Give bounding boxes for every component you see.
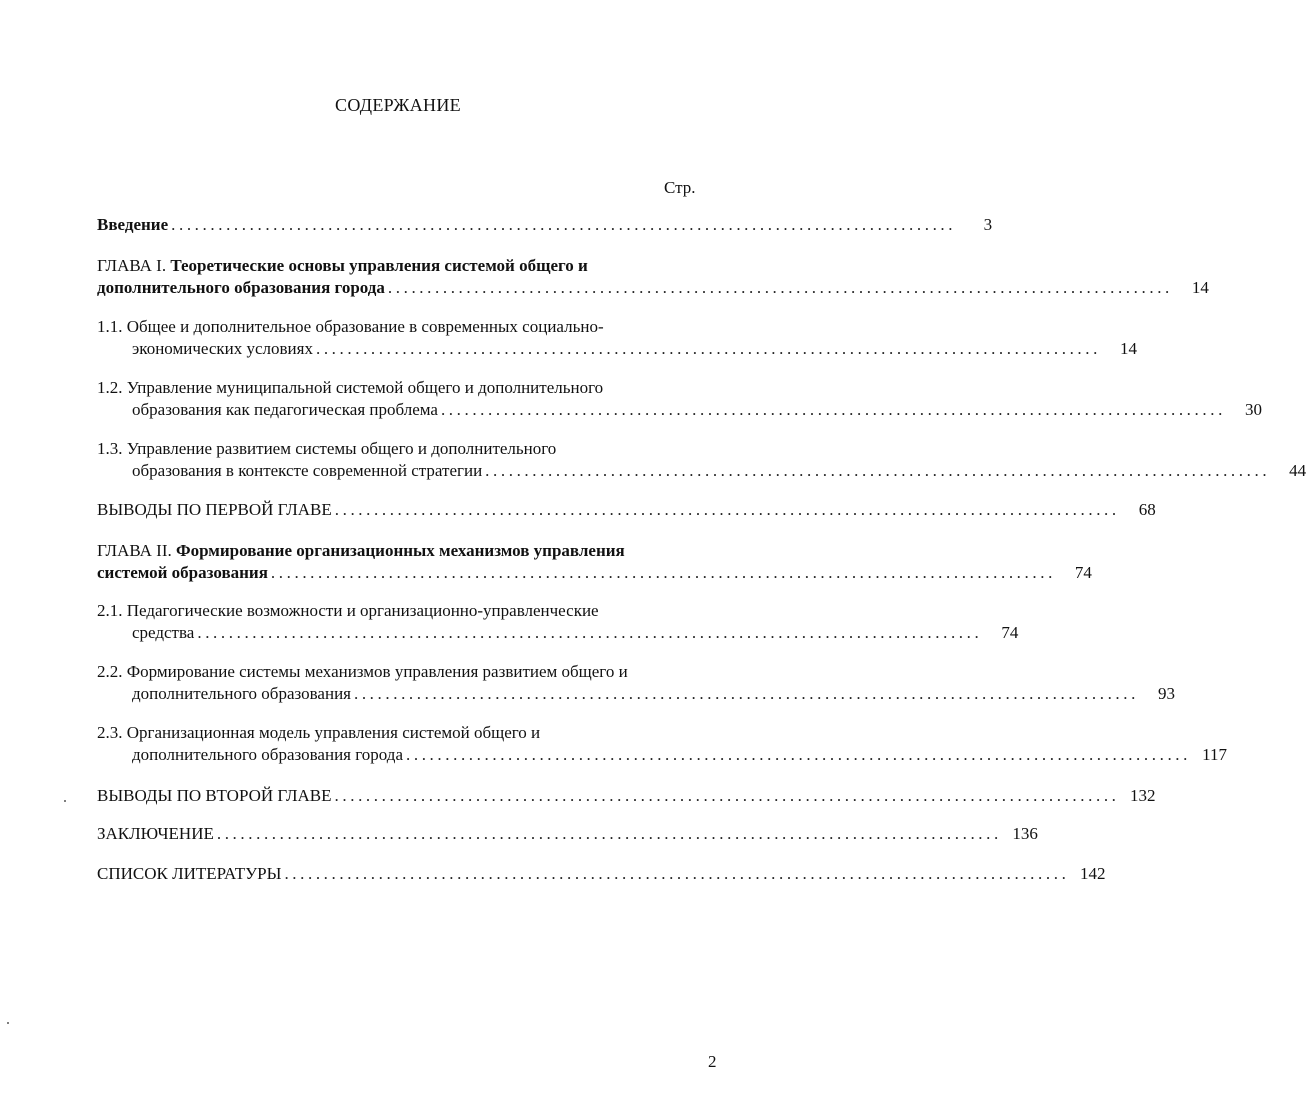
toc-entry-bibliography[interactable] <box>97 863 1106 885</box>
toc-entry-title: ЗАКЛЮЧЕНИЕ <box>97 824 214 843</box>
scan-speck <box>7 1022 9 1024</box>
toc-entry-section-2-2[interactable] <box>97 661 1175 705</box>
toc-entry-title-line1: 1.1. Общее и дополнительное образование в современных социально- <box>97 317 604 336</box>
toc-page-number: 74 <box>1001 623 1019 642</box>
toc-entry-title-line2: дополнительного образования <box>132 684 351 703</box>
toc-entry-chapter-1[interactable] <box>97 255 1209 299</box>
toc-entry-title-line2: образования в контексте современной стратегии <box>132 461 483 480</box>
toc-entry-conclusion[interactable] <box>97 823 1038 845</box>
toc-entry-title-line1: 1.2. Управление муниципальной системой общего и дополнительного <box>97 378 604 397</box>
dot-leader: .................................................................................................... <box>270 563 1056 582</box>
toc-entry-introduction[interactable] <box>97 214 993 236</box>
toc-page-number: 3 <box>983 215 993 234</box>
toc-page-number: 93 <box>1157 684 1175 703</box>
toc-entry-title: ВЫВОДЫ ПО ВТОРОЙ ГЛАВЕ <box>97 786 332 805</box>
dot-leader: .................................................................................................... <box>334 786 1120 805</box>
toc-page-number: 132 <box>1130 786 1156 805</box>
toc-entry-title-line2: экономических условиях <box>132 339 313 358</box>
dot-leader: .................................................................................................... <box>387 278 1173 297</box>
dot-leader: .................................................................................................... <box>197 623 983 642</box>
toc-entry-title-line1: 2.2. Формирование системы механизмов управления развитием общего и <box>97 662 628 681</box>
toc-entry-section-2-1[interactable] <box>97 600 1019 644</box>
toc-page-number: 136 <box>1012 824 1038 843</box>
toc-page-number: 142 <box>1079 864 1106 883</box>
toc-page-number: 68 <box>1138 500 1156 519</box>
page-number: 2 <box>708 1052 717 1071</box>
toc-entry-title: Введение <box>97 215 169 234</box>
toc-entry-section-1-1[interactable] <box>97 316 1137 360</box>
dot-leader: .................................................................................................... <box>353 684 1139 703</box>
toc-entry-title: ВЫВОДЫ ПО ПЕРВОЙ ГЛАВЕ <box>97 500 332 519</box>
toc-entry-section-1-3[interactable] <box>97 438 1306 482</box>
dot-leader: .................................................................................................... <box>334 500 1120 519</box>
toc-entry-title-line2: образования как педагогическая проблема <box>132 400 438 419</box>
toc-entry-conclusions-chapter-2[interactable] <box>97 785 1156 807</box>
toc-entry-title-line1: 1.3. Управление развитием системы общего и дополнительного <box>97 439 557 458</box>
toc-entry-title-line1: 2.1. Педагогические возможности и организационно-управленческие <box>97 601 599 620</box>
toc-entry-section-1-2[interactable] <box>97 377 1262 421</box>
toc-page-number: 14 <box>1119 339 1137 358</box>
toc-entry-title-line1: Теоретические основы управления системой общего и <box>170 256 588 275</box>
toc-entry-section-2-3[interactable] <box>97 722 1227 766</box>
toc-entry-title-line2: системой образования <box>97 563 268 582</box>
toc-page-number: 44 <box>1289 461 1306 480</box>
page-column-label: Стр. <box>664 178 696 197</box>
dot-leader: .................................................................................................... <box>315 339 1101 358</box>
page-title: СОДЕРЖАНИЕ <box>335 95 461 115</box>
toc-entry-title-line2: дополнительного образования города <box>97 278 385 297</box>
dot-leader: .................................................................................................... <box>440 400 1226 419</box>
chapter-prefix: ГЛАВА I. <box>97 256 171 275</box>
dot-leader: .................................................................................................... <box>485 461 1271 480</box>
toc-page-number: 30 <box>1244 400 1262 419</box>
scan-speck <box>64 800 66 802</box>
toc-page-number: 117 <box>1202 745 1227 764</box>
toc-entry-title-line1: 2.3. Организационная модель управления системой общего и <box>97 723 541 742</box>
chapter-prefix: ГЛАВА II. <box>97 541 176 560</box>
toc-entry-chapter-2[interactable] <box>97 540 1092 584</box>
toc-page-number: 74 <box>1074 563 1092 582</box>
toc-entry-conclusions-chapter-1[interactable] <box>97 499 1156 521</box>
toc-entry-title-line2: средства <box>132 623 195 642</box>
dot-leader: .................................................................................................... <box>284 864 1070 883</box>
dot-leader: .................................................................................................... <box>171 215 957 234</box>
toc-entry-title-line1: Формирование организационных механизмов управления <box>175 541 625 560</box>
dot-leader: .................................................................................................... <box>216 824 1002 843</box>
toc-page-number: 14 <box>1191 278 1209 297</box>
toc-entry-title-line2: дополнительного образования города <box>132 745 403 764</box>
toc-entry-title: СПИСОК ЛИТЕРАТУРЫ <box>97 864 282 883</box>
dot-leader: .................................................................................................... <box>406 745 1191 764</box>
